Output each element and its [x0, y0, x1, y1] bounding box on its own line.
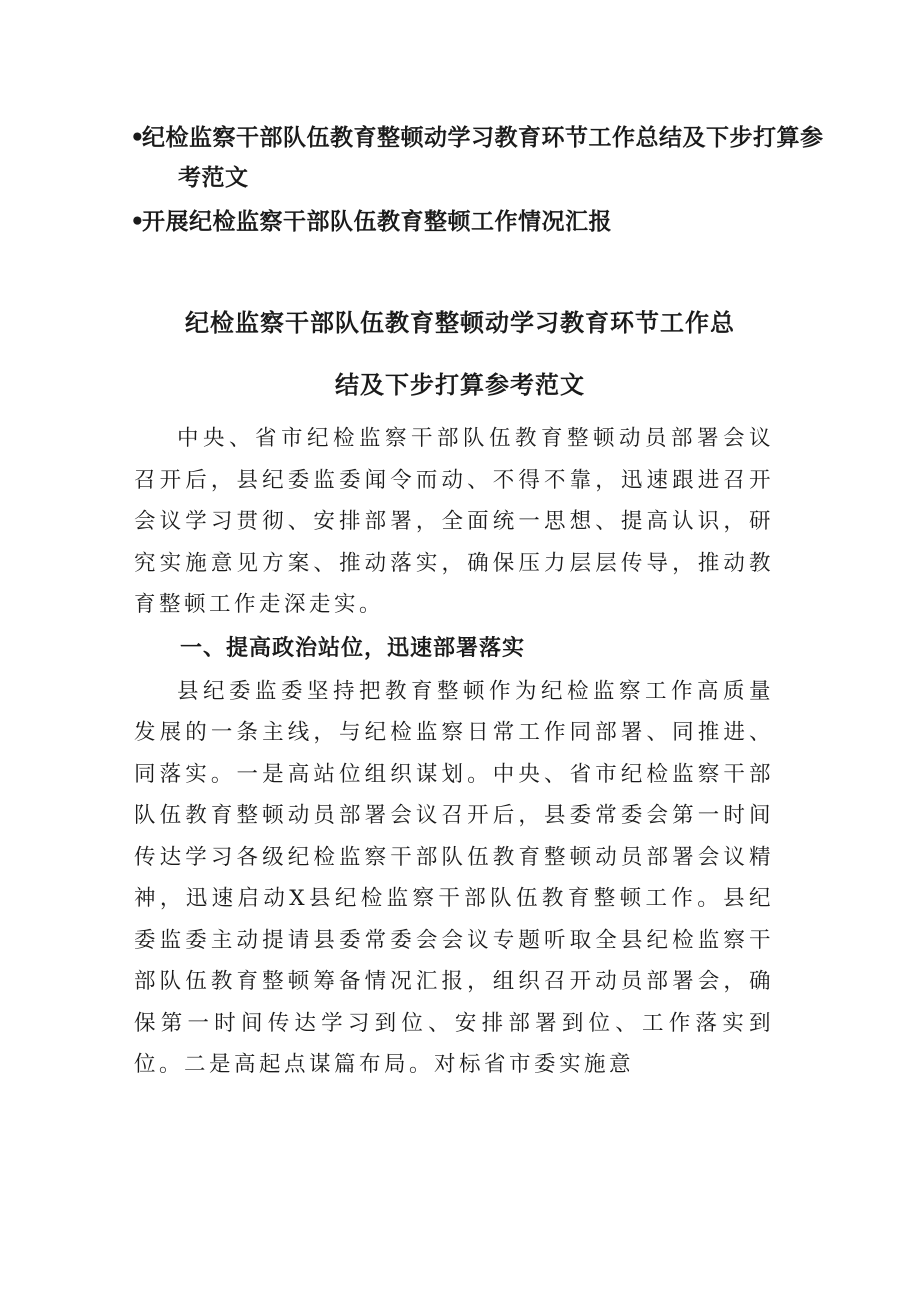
document-title: [100, 292, 820, 416]
toc-item[interactable]: [130, 118, 830, 198]
toc-item-label: 纪检监察干部队伍教育整顿动学习教育环节工作总结及下步打算参考范文: [142, 125, 824, 191]
toc-item[interactable]: [130, 202, 830, 242]
section-paragraph: 县纪委监委坚持把教育整顿作为纪检监察工作高质量发展的一条主线，与纪检监察日常工作同部署、同推进、同落实。一是高站位组织谋划。中央、省市纪检监察干部队伍教育整顿动员部署会议召开后，县委常委会第一时间传达学习各级纪检监察干部队伍教育整顿动员部署会议精神，迅速启动X县纪检监察干部队伍教育整顿工作。县纪委监委主动提请县委常委会会议专题听取全县纪检监察干部队伍教育整顿筹备情况汇报，组织召开动员部署会，确保第一时间传达学习到位、安排部署到位、工作落实到位。二是高起点谋篇布局。对标省市委实施意: [134, 678, 774, 1077]
toc-item-label: 开展纪检监察干部队伍教育整顿工作情况汇报: [142, 209, 612, 235]
table-of-contents: [130, 118, 830, 242]
title-line-1: 纪检监察干部队伍教育整顿动学习教育环节工作总: [185, 309, 735, 337]
bullet-icon: •: [130, 125, 146, 151]
section-heading: 一、提高政治站位，迅速部署落实: [180, 635, 526, 661]
document-body: [134, 418, 774, 1086]
title-line-2: 结及下步打算参考范文: [335, 371, 585, 399]
bullet-icon: •: [130, 209, 146, 235]
intro-paragraph: 中央、省市纪检监察干部队伍教育整顿动员部署会议召开后，县纪委监委闻令而动、不得不靠，迅速跟进召开会议学习贯彻、安排部署，全面统一思想、提高认识，研究实施意见方案、推动落实，确保压力层层传导，推动教育整顿工作走深走实。: [134, 426, 774, 617]
